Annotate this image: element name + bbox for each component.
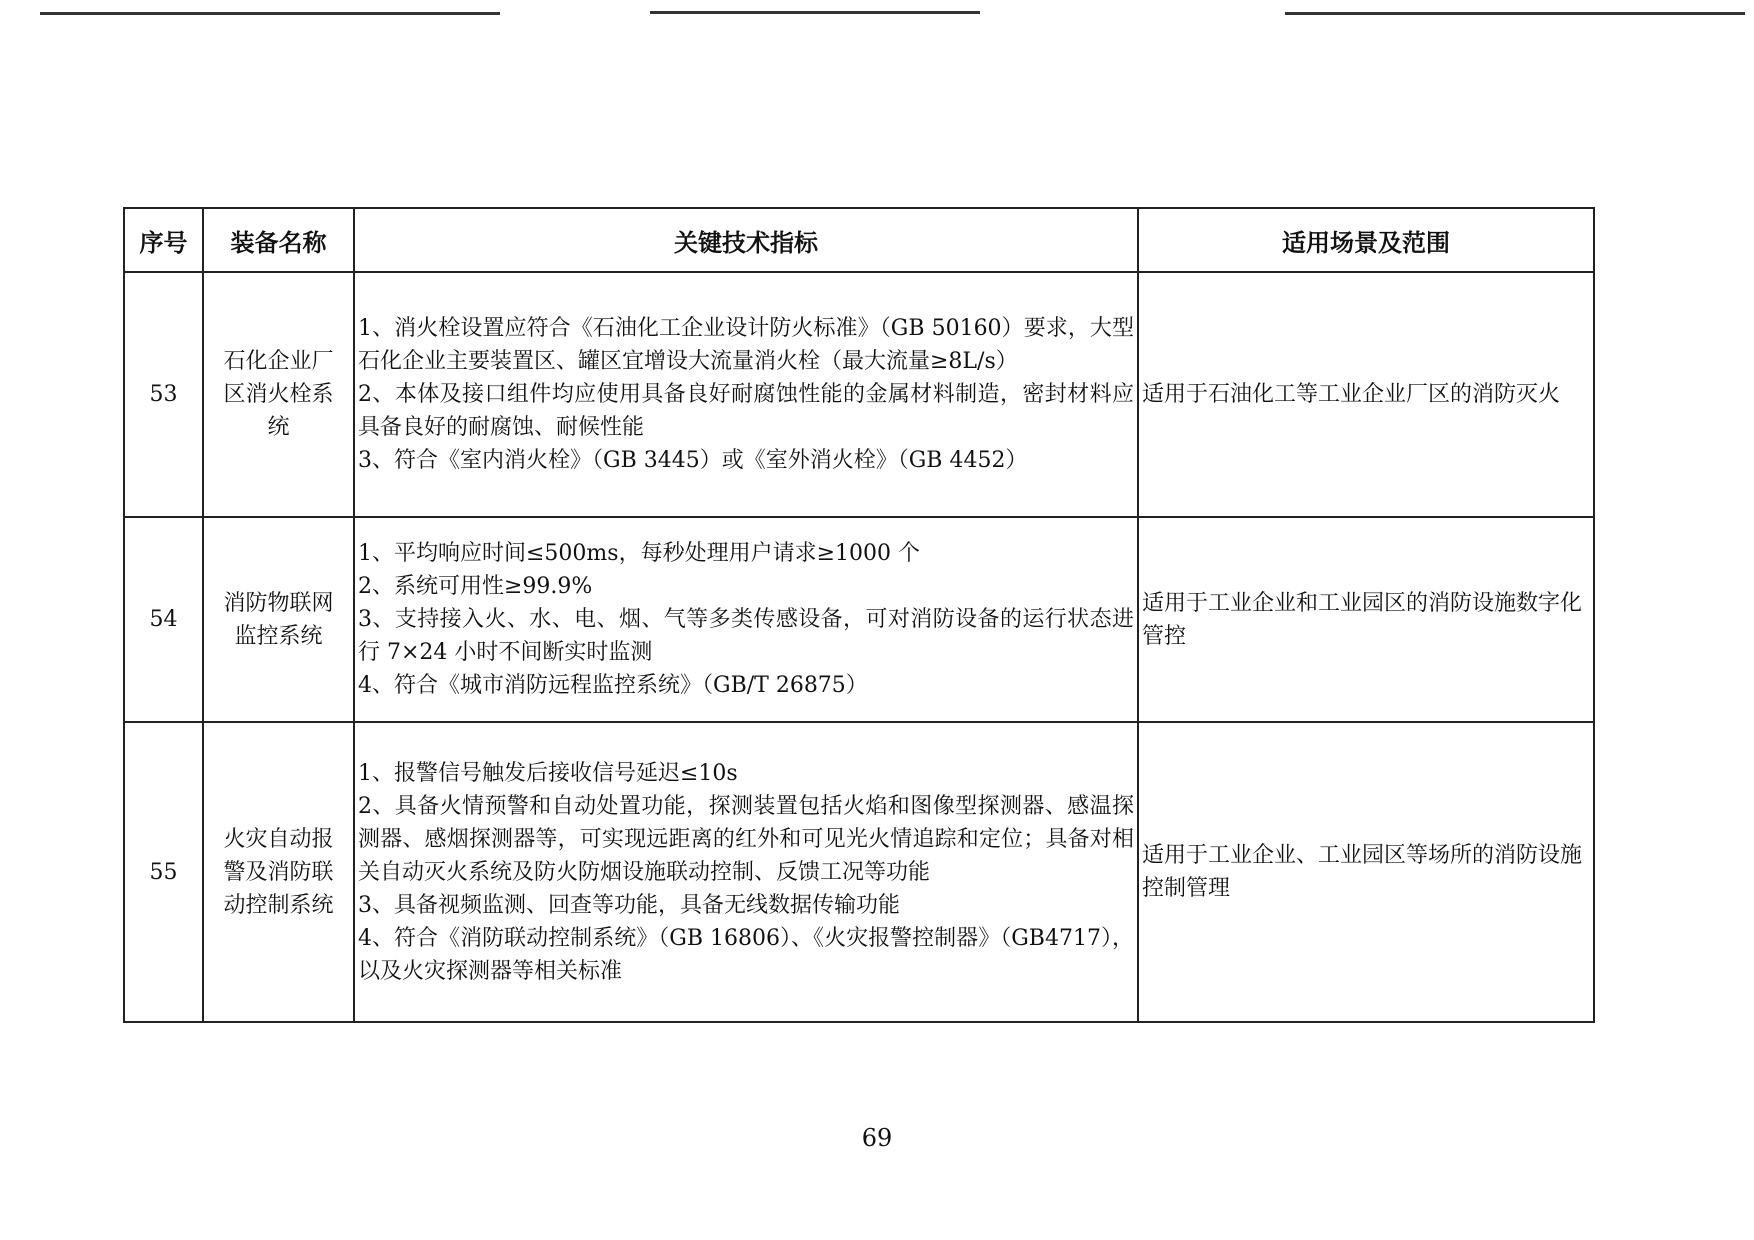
- spec-item: 2、系统可用性≥99.9%: [358, 574, 593, 599]
- spec-item: 1、平均响应时间≤500ms，每秒处理用户请求≥1000 个: [358, 541, 920, 566]
- row-number: 53: [124, 272, 203, 517]
- spec-item: 2、具备火情预警和自动处置功能，探测装置包括火焰和图像型探测器、感温探测器、感烟探测器等，可实现远距离的红外和可见光火情追踪和定位；具备对相关自动灭火系统及防火防烟设施联动控制、反馈工况等功能: [358, 793, 1134, 885]
- spec-cell: [354, 272, 1138, 517]
- spec-item: 3、支持接入火、水、电、烟、气等多类传感设备，可对消防设备的运行状态进行 7×24 小时不间断实时监测: [358, 607, 1134, 665]
- spec-item: 3、符合《室内消火栓》（GB 3445）或《室外消火栓》（GB 4452）: [358, 448, 1028, 473]
- table-row: [124, 272, 1594, 517]
- page-number: 69: [861, 1124, 893, 1152]
- row-number: 55: [124, 722, 203, 1022]
- equipment-table: [123, 207, 1595, 1023]
- scope-cell: 适用于石油化工等工业企业厂区的消防灭火: [1138, 272, 1594, 517]
- spec-cell: [354, 517, 1138, 722]
- equipment-table-container: [123, 207, 1593, 1023]
- equipment-name: 消防物联网监控系统: [203, 517, 354, 722]
- scope-cell: 适用于工业企业、工业园区等场所的消防设施控制管理: [1138, 722, 1594, 1022]
- scan-artifact-line: [650, 11, 980, 14]
- spec-item: 1、消火栓设置应符合《石油化工企业设计防火标准》（GB 50160）要求，大型石化企业主要装置区、罐区宜增设大流量消火栓（最大流量≥8L/s）: [358, 316, 1134, 374]
- spec-item: 2、本体及接口组件均应使用具备良好耐腐蚀性能的金属材料制造，密封材料应具备良好的耐腐蚀、耐候性能: [358, 382, 1134, 440]
- header-no: 序号: [124, 208, 203, 272]
- scan-artifact-line: [40, 12, 500, 15]
- header-scope: 适用场景及范围: [1138, 208, 1594, 272]
- header-specs: 关键技术指标: [354, 208, 1138, 272]
- spec-item: 4、符合《消防联动控制系统》（GB 16806）、《火灾报警控制器》（GB4717），以及火灾探测器等相关标准: [358, 925, 1134, 984]
- equipment-name: 石化企业厂区消火栓系统: [203, 272, 354, 517]
- spec-cell: [354, 722, 1138, 1022]
- header-name: 装备名称: [203, 208, 354, 272]
- table-row: [124, 517, 1594, 722]
- spec-item: 4、符合《城市消防远程监控系统》（GB/T 26875）: [358, 673, 868, 698]
- table-header-row: [124, 208, 1594, 272]
- scope-cell: 适用于工业企业和工业园区的消防设施数字化管控: [1138, 517, 1594, 722]
- spec-item: 3、具备视频监测、回查等功能，具备无线数据传输功能: [358, 892, 900, 918]
- spec-item: 1、报警信号触发后接收信号延迟≤10s: [358, 760, 738, 786]
- table-row: [124, 722, 1594, 1022]
- equipment-name: 火灾自动报警及消防联动控制系统: [203, 722, 354, 1022]
- row-number: 54: [124, 517, 203, 722]
- scan-artifact-line: [1285, 12, 1745, 15]
